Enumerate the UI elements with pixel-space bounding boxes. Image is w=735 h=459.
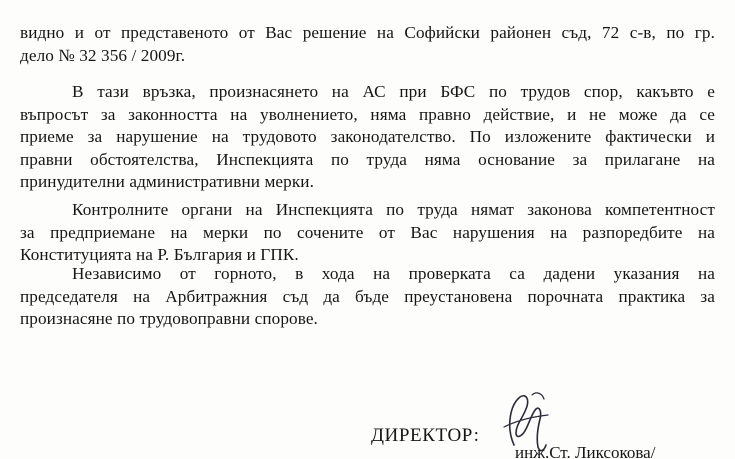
text-line: за предприемане на мерки по сочените от Вас нарушения на разпоредбите на (20, 222, 715, 242)
paragraph-1 (20, 81, 715, 194)
text-line: Независимо от горното, в хода на проверката са дадени указания на (72, 264, 715, 283)
text-line: председателя на Арбитражния съд да бъде преустановена порочната практика за (20, 286, 715, 306)
text-line: Контролните органи на Инспекцията по труда нямат законова компетентност (72, 200, 715, 219)
text-line: дело № 32 356 / 2009г. (20, 45, 186, 65)
text-line: произнасяне по трудовоправни спорове. (20, 309, 318, 329)
text-line: въпросът за законността на уволнението, няма правно действие, и не може да се (20, 104, 715, 124)
body-text (20, 22, 715, 67)
text-line: В тази връзка, произнасянето на АС при БФС по трудов спор, какъвто е (72, 82, 715, 101)
text-line: Конституцията на Р. България и ГПК. (20, 245, 299, 265)
paragraph-2 (20, 199, 715, 267)
director-name: инж.Ст. Ликсокова/ (515, 443, 656, 459)
director-label: ДИРЕКТОР: (371, 425, 480, 446)
text-line: правни обстоятелства, Инспекцията по труда няма основание за прилагане на (20, 149, 715, 169)
text-line: видно и от представеното от Вас решение на Софийски районен съд, 72 с-в, по гр. (20, 23, 715, 42)
paragraph-3 (20, 263, 715, 331)
text-line: принудителни административни мерки. (20, 172, 314, 192)
text-line: приеме за нарушение на трудовото законодателство. По изложените фактически и (20, 127, 715, 147)
